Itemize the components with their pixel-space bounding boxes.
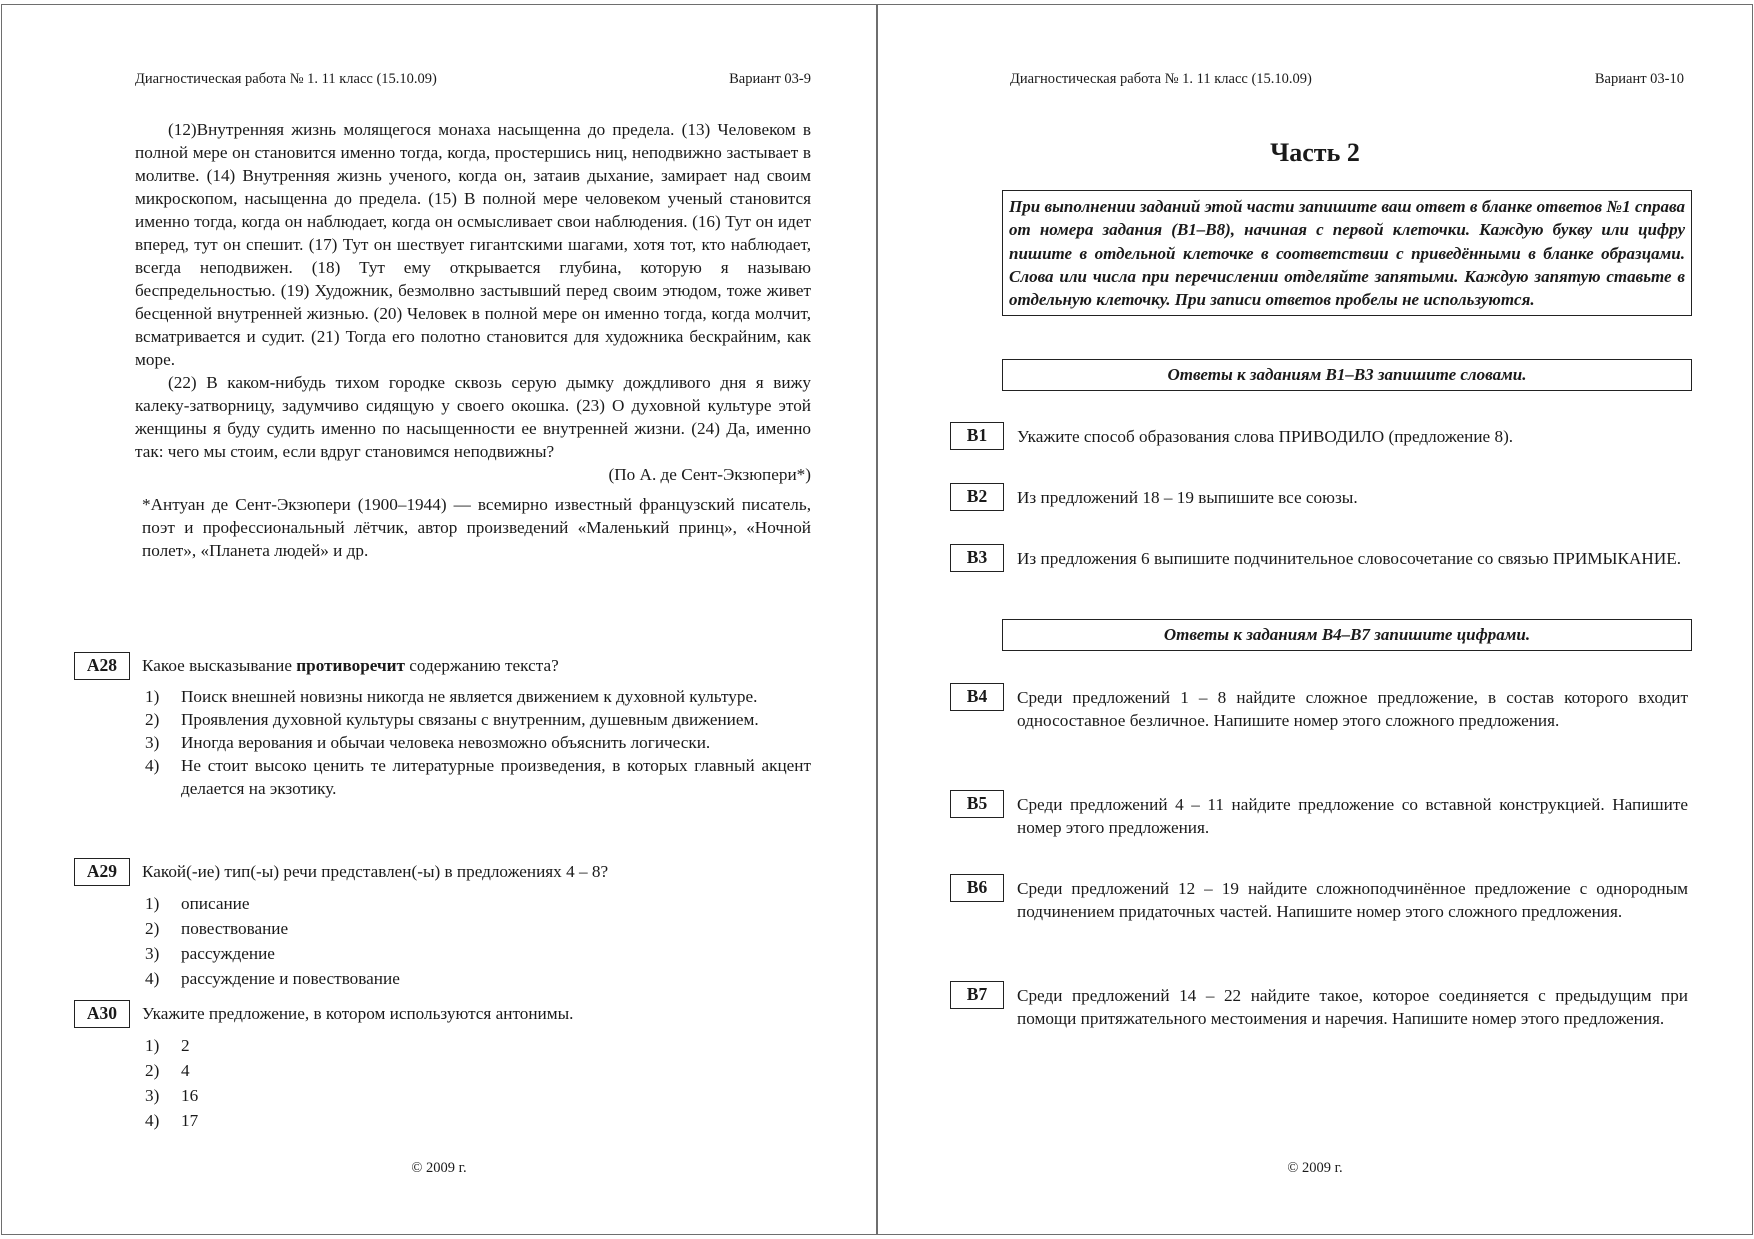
header-variant: Вариант 03-9 (729, 71, 811, 87)
task-label-b5: В5 (950, 790, 1004, 818)
answer-option[interactable]: 3) рассуждение (145, 944, 275, 963)
page-footer: © 2009 г. (1287, 1160, 1343, 1176)
page-footer: © 2009 г. (411, 1160, 467, 1176)
answer-option[interactable]: 2) Проявления духовной культуры связаны с внутренним, душевным движением. (145, 710, 759, 729)
text-paragraph: (12)Внутренняя жизнь молящегося монаха насыщенна до предела. (13) Человеком в полной мере он становится именно тогда, когда, простершись ниц, неподвижно застывает в молитве. (14) Внутренняя жизнь ученого, когда он, затаив дыхание, замирает над своим микроскопом, насыщенна до предела. (15) В полной мере человеком ученый становится именно тогда, когда он наблюдает, когда он осмысливает свои наблюдения. (16) Тут он идет вперед, тут он спешит. (17) Тут он шествует гигантскими шагами, хотя тот, кто наблюдает, всегда неподвижен. (18) Тут ему открывается глубина, которую я называю беспредельностью. (19) Художник, безмолвно застывший перед своим этюдом, тоже живет бесценной внутренней жизнью. (20) Человек в полной мере он именно тогда, когда молчит, всматривается и судит. (21) Тогда его полотно становится для художника бескрайним, как море. (135, 120, 811, 369)
page-header (1010, 69, 1684, 89)
answer-option[interactable]: 1) 2 (145, 1036, 190, 1055)
question-label-a28: А28 (74, 652, 130, 680)
question-label-a30: А30 (74, 1000, 130, 1028)
task-label-b2: В2 (950, 483, 1004, 511)
emphasis-word: противоречит (296, 656, 405, 675)
task-label-b7: В7 (950, 981, 1004, 1009)
task-label-b3: В3 (950, 544, 1004, 572)
page-header (135, 69, 811, 89)
question-a28-text: Какое высказывание противоречит содержанию текста? (142, 656, 559, 675)
header-variant: Вариант 03-10 (1594, 71, 1684, 87)
answer-option[interactable]: 4) 17 (145, 1111, 199, 1130)
attribution: (По А. де Сент-Экзюпери*) (608, 465, 811, 484)
question-label-a29: А29 (74, 858, 130, 886)
header-title: Диагностическая работа № 1. 11 класс (15.10.09) (1010, 71, 1312, 87)
answer-option[interactable]: 4) Не стоит высоко ценить те литературные произведения, в которых главный акцент делается на экзотику. (145, 756, 811, 798)
text-paragraph: (22) В каком-нибудь тихом городке сквозь серую дымку дождливого дня я вижу калеку-затворницу, задумчиво сидящую у своего окошка. (23) О духовной культуре этой женщины я буду судить именно по насыщенности ее внутренней жизни. (24) Да, именно так: чего мы стоим, если вдруг становимся неподвижны? (135, 373, 811, 461)
task-b5-text: Среди предложений 4 – 11 найдите предложение со вставной конструкцией. Напишите номер этого предложения. (1017, 795, 1688, 837)
question-a30-text: Укажите предложение, в котором используются антонимы. (142, 1004, 574, 1023)
task-label-b6: В6 (950, 874, 1004, 902)
question-a29-text: Какой(-ие) тип(-ы) речи представлен(-ы) в предложениях 4 – 8? (142, 862, 609, 881)
task-b1-text: Укажите способ образования слова ПРИВОДИЛО (предложение 8). (1017, 427, 1514, 446)
left-page (1, 4, 877, 1235)
task-label-b4: В4 (950, 683, 1004, 711)
answer-option[interactable]: 4) рассуждение и повествование (145, 969, 400, 988)
answer-option[interactable]: 1) Поиск внешней новизны никогда не является движением к духовной культуре. (145, 687, 758, 706)
instruction-box: При выполнении заданий этой части запишите ваш ответ в бланке ответов №1 справа от номера задания (В1–В8), начиная с первой клеточки. Каждую букву или цифру пишите в отдельной клеточке в соответствии с приведёнными в бланке образцами. Слова или числа при перечислении отделяйте запятыми. Каждую запятую ставьте в отдельную клеточку. При записи ответов пробелы не используются. (1002, 190, 1692, 316)
reading-text (135, 118, 811, 562)
part-title: Часть 2 (1270, 138, 1360, 167)
task-b4-text: Среди предложений 1 – 8 найдите сложное предложение, в состав которого входит односоставное безличное. Напишите номер этого сложного предложения. (1017, 688, 1688, 730)
question-a29-options (145, 891, 811, 991)
answer-option[interactable]: 3) Иногда верования и обычаи человека невозможно объяснить логически. (145, 733, 711, 752)
task-label-b1: В1 (950, 422, 1004, 450)
footnote: *Антуан де Сент-Экзюпери (1900–1944) — всемирно известный французский писатель, поэт и профессиональный лётчик, автор произведений «Маленький принц», «Ночной полет», «Планета людей» и др. (142, 495, 811, 560)
answer-option[interactable]: 2) 4 (145, 1061, 190, 1080)
task-b2-text: Из предложений 18 – 19 выпишите все союзы. (1017, 488, 1358, 507)
banner-answers-digits: Ответы к заданиям В4–В7 запишите цифрами. (1002, 619, 1692, 651)
question-a28-options (145, 685, 811, 800)
answer-option[interactable]: 1) описание (145, 894, 250, 913)
task-b6-text: Среди предложений 12 – 19 найдите сложноподчинённое предложение с однородным подчинением придаточных частей. Напишите номер этого сложного предложения. (1017, 879, 1688, 921)
banner-answers-words: Ответы к заданиям В1–В3 запишите словами. (1002, 359, 1692, 391)
task-b3-text: Из предложения 6 выпишите подчинительное словосочетание со связью ПРИМЫКАНИЕ. (1017, 549, 1682, 568)
header-title: Диагностическая работа № 1. 11 класс (15.10.09) (135, 71, 437, 87)
task-b7-text: Среди предложений 14 – 22 найдите такое, которое соединяется с предыдущим при помощи притяжательного местоимения и наречия. Напишите номер этого предложения. (1017, 986, 1688, 1028)
right-page (877, 4, 1753, 1235)
question-a30-options (145, 1033, 811, 1133)
answer-option[interactable]: 2) повествование (145, 919, 289, 938)
answer-option[interactable]: 3) 16 (145, 1086, 199, 1105)
